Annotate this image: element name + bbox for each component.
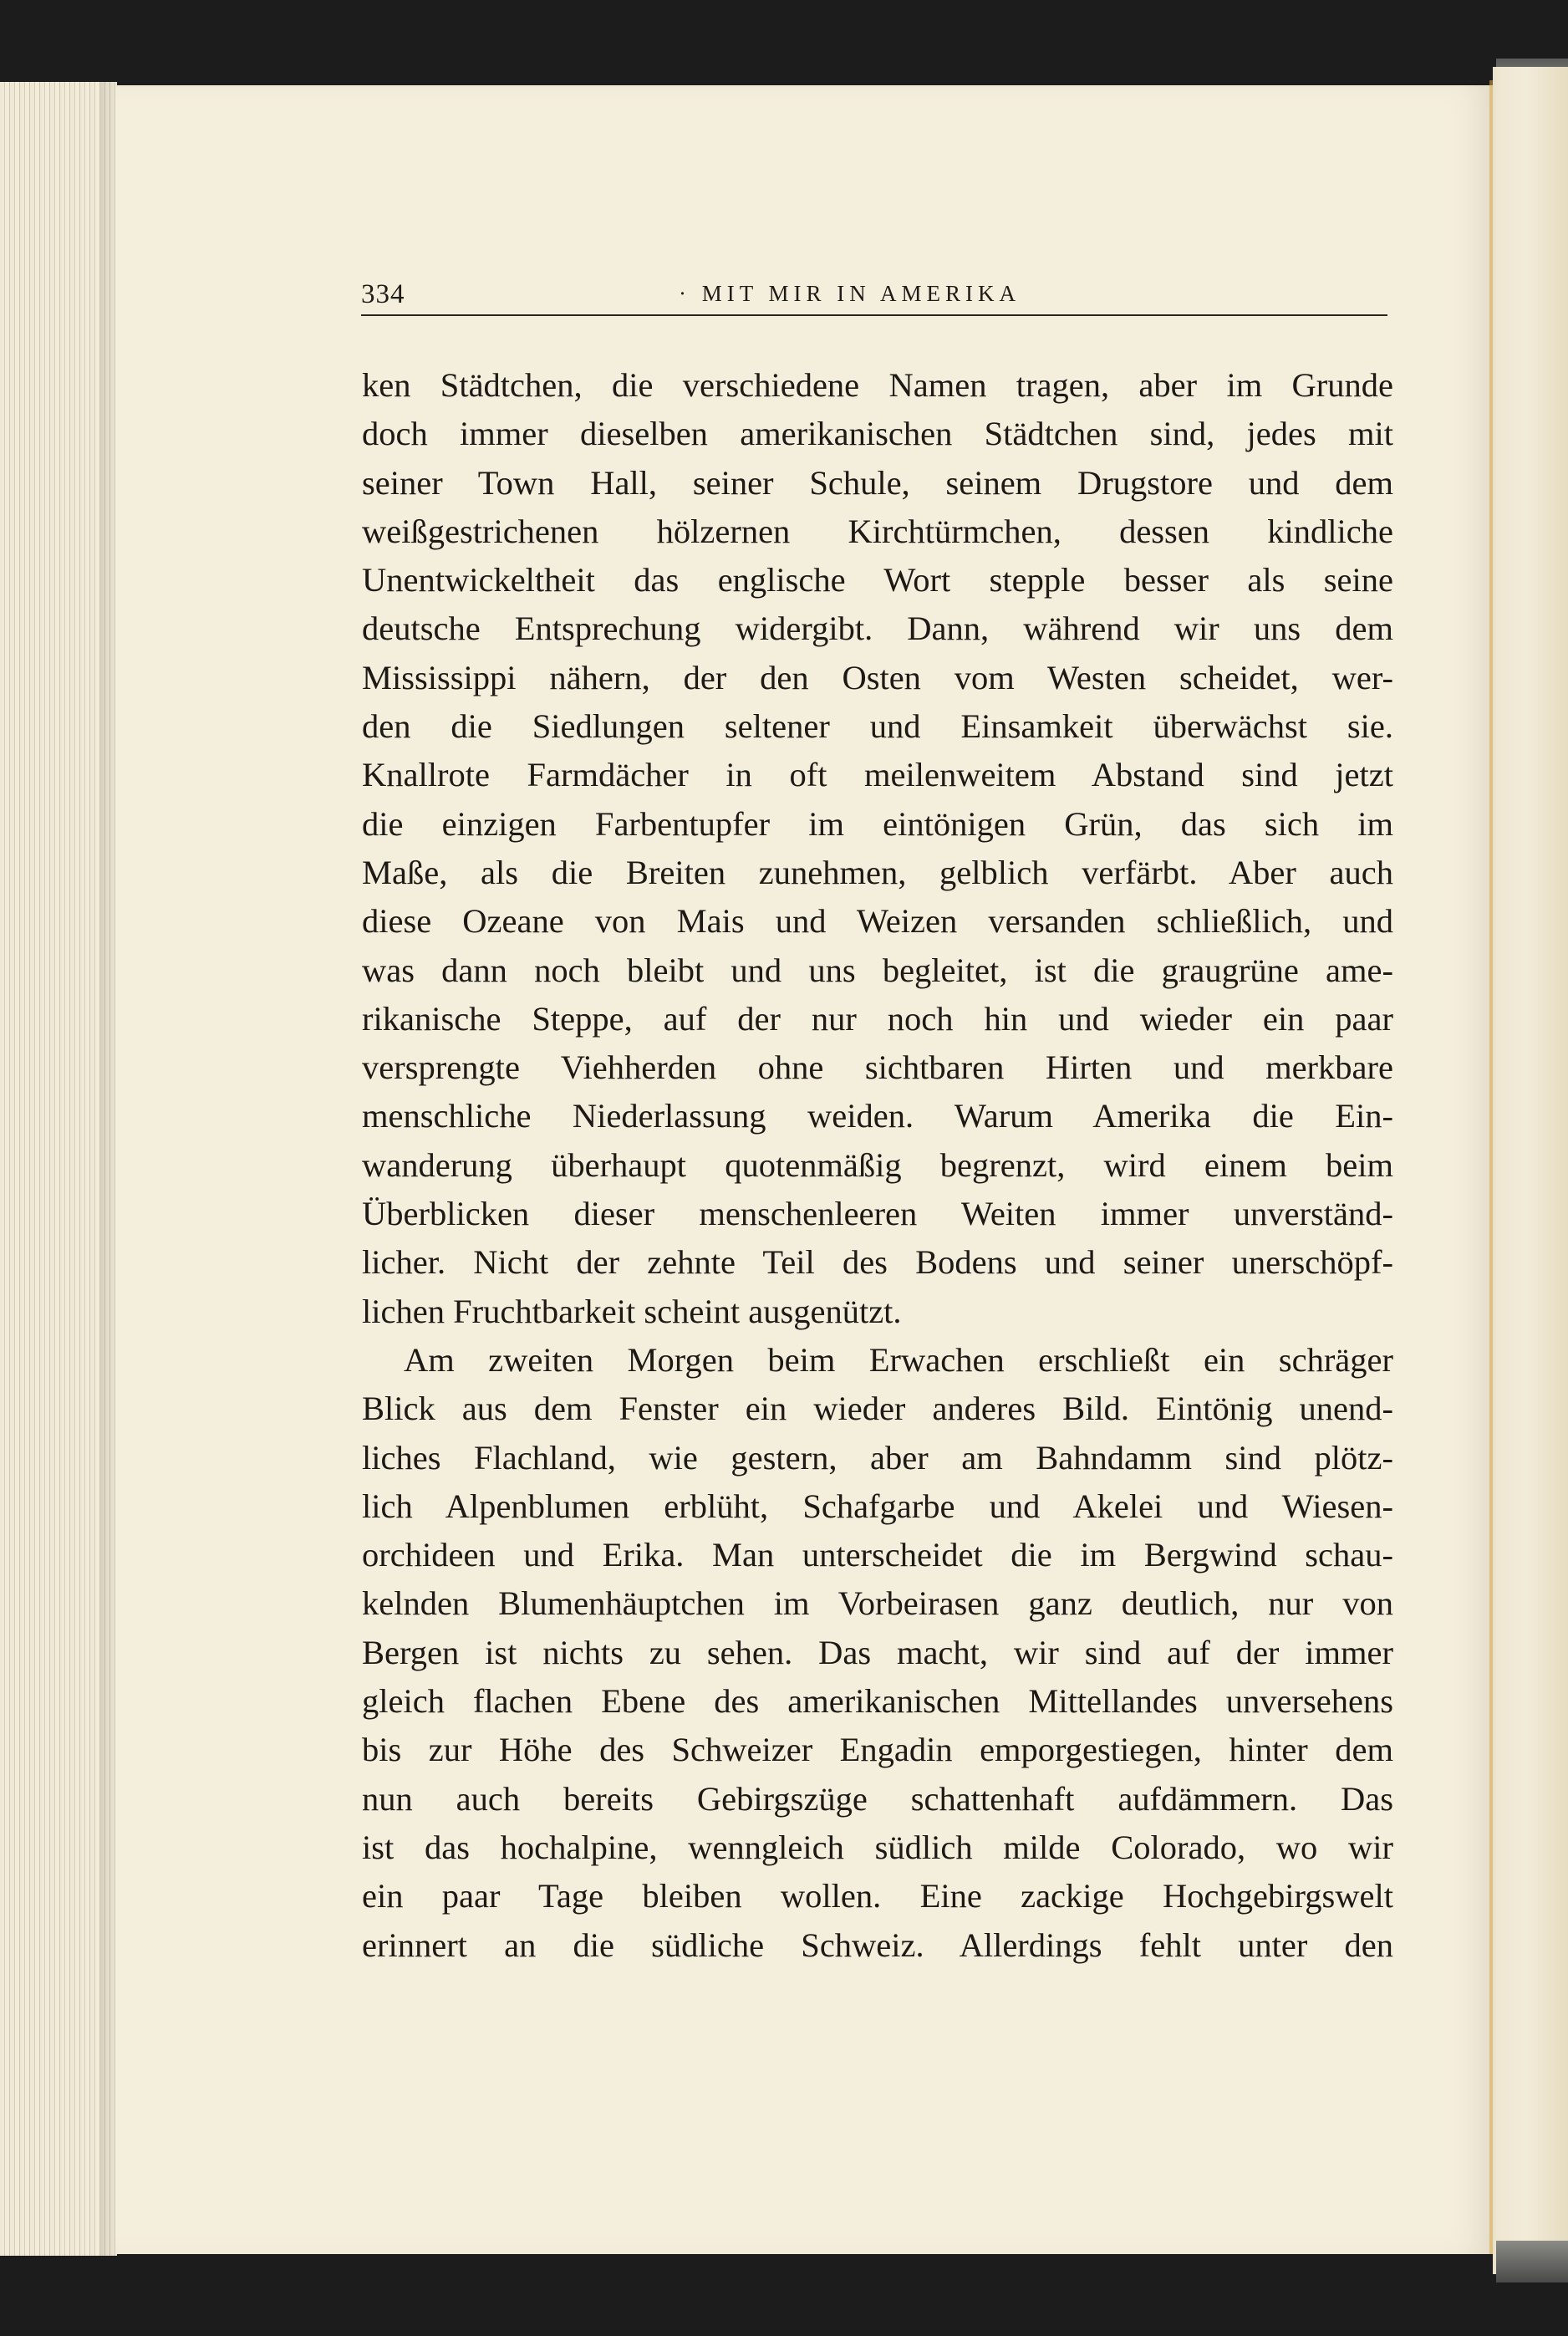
text-line: nun auch bereits Gebirgszüge schattenhaft aufdämmern. Das: [362, 1779, 1393, 1818]
text-line: seiner Town Hall, seiner Schule, seinem Drugstore und dem: [362, 463, 1393, 502]
page-number: 334: [361, 279, 405, 309]
text-line: versprengte Viehherden ohne sichtbaren Hirten und merkbare: [362, 1048, 1393, 1087]
text-line: doch immer dieselben amerikanischen Städtchen sind, jedes mit: [362, 415, 1393, 453]
text-line: Knallrote Farmdächer in oft meilenweitem Abstand sind jetzt: [362, 756, 1393, 794]
text-line: ist das hochalpine, wenngleich südlich milde Colorado, wo wir: [362, 1828, 1393, 1866]
gilt-edge-line: [1489, 80, 1493, 2254]
text-line: lich Alpenblumen erblüht, Schafgarbe und Akelei und Wiesen-: [362, 1487, 1393, 1525]
text-line: orchideen und Erika. Man unterscheidet die im Bergwind schau-: [362, 1536, 1393, 1574]
text-line: Blick aus dem Fenster ein wieder anderes Bild. Eintönig unend-: [362, 1390, 1393, 1428]
text-line: weißgestrichenen hölzernen Kirchtürmchen, dessen kindliche: [362, 512, 1393, 550]
page-edge-stack: [0, 82, 117, 2256]
text-line: gleich flachen Ebene des amerikanischen Mittellandes unversehens: [362, 1682, 1393, 1721]
text-line: menschliche Niederlassung weiden. Warum Amerika die Ein-: [362, 1097, 1393, 1135]
text-line: licher. Nicht der zehnte Teil des Bodens und seiner unerschöpf-: [362, 1243, 1393, 1282]
text-line: kelnden Blumenhäuptchen im Vorbeirasen ganz deutlich, nur von: [362, 1584, 1393, 1623]
text-line: Überblicken dieser menschenleeren Weiten immer unverständ-: [362, 1195, 1393, 1233]
body-text: [362, 361, 1393, 1970]
header-rule: [361, 314, 1387, 316]
page-header: [361, 276, 1387, 318]
text-line: diese Ozeane von Mais und Weizen versanden schließlich, und: [362, 902, 1393, 941]
text-line: ein paar Tage bleiben wollen. Eine zackige Hochgebirgswelt: [362, 1877, 1393, 1915]
text-line: deutsche Entsprechung widergibt. Dann, während wir uns dem: [362, 610, 1393, 648]
text-line: Unentwickeltheit das englische Wort stepple besser als seine: [362, 561, 1393, 599]
text-line: lichen Fruchtbarkeit scheint ausgenützt.: [362, 1292, 902, 1330]
text-line: liches Flachland, wie gestern, aber am Bahndamm sind plötz-: [362, 1438, 1393, 1477]
facing-page-edge: [1493, 67, 1568, 2274]
text-line: rikanische Steppe, auf der nur noch hin und wieder ein paar: [362, 999, 1393, 1038]
text-line: die einzigen Farbentupfer im eintönigen Grün, das sich im: [362, 804, 1393, 843]
text-line: Maße, als die Breiten zunehmen, gelblich verfärbt. Aber auch: [362, 853, 1393, 891]
text-line: Am zweiten Morgen beim Erwachen erschließt ein schräger: [404, 1340, 1393, 1379]
text-line: wanderung überhaupt quotenmäßig begrenzt, wird einem beim: [362, 1145, 1393, 1184]
text-line: den die Siedlungen seltener und Einsamkeit überwächst sie.: [362, 707, 1393, 746]
text-line: was dann noch bleibt und uns begleitet, ist die graugrüne ame-: [362, 951, 1393, 989]
book-cover-bottom-corner: [1496, 2241, 1568, 2282]
text-line: Mississippi nähern, der den Osten vom Westen scheidet, wer-: [362, 658, 1393, 696]
running-title: · MIT MIR IN AMERIKA: [679, 281, 1021, 306]
text-line: ken Städtchen, die verschiedene Namen tragen, aber im Grunde: [362, 366, 1393, 404]
text-line: erinnert an die südliche Schweiz. Allerdings fehlt unter den: [362, 1925, 1393, 1964]
text-line: bis zur Höhe des Schweizer Engadin emporgestiegen, hinter dem: [362, 1731, 1393, 1769]
text-line: Bergen ist nichts zu sehen. Das macht, wir sind auf der immer: [362, 1633, 1393, 1671]
